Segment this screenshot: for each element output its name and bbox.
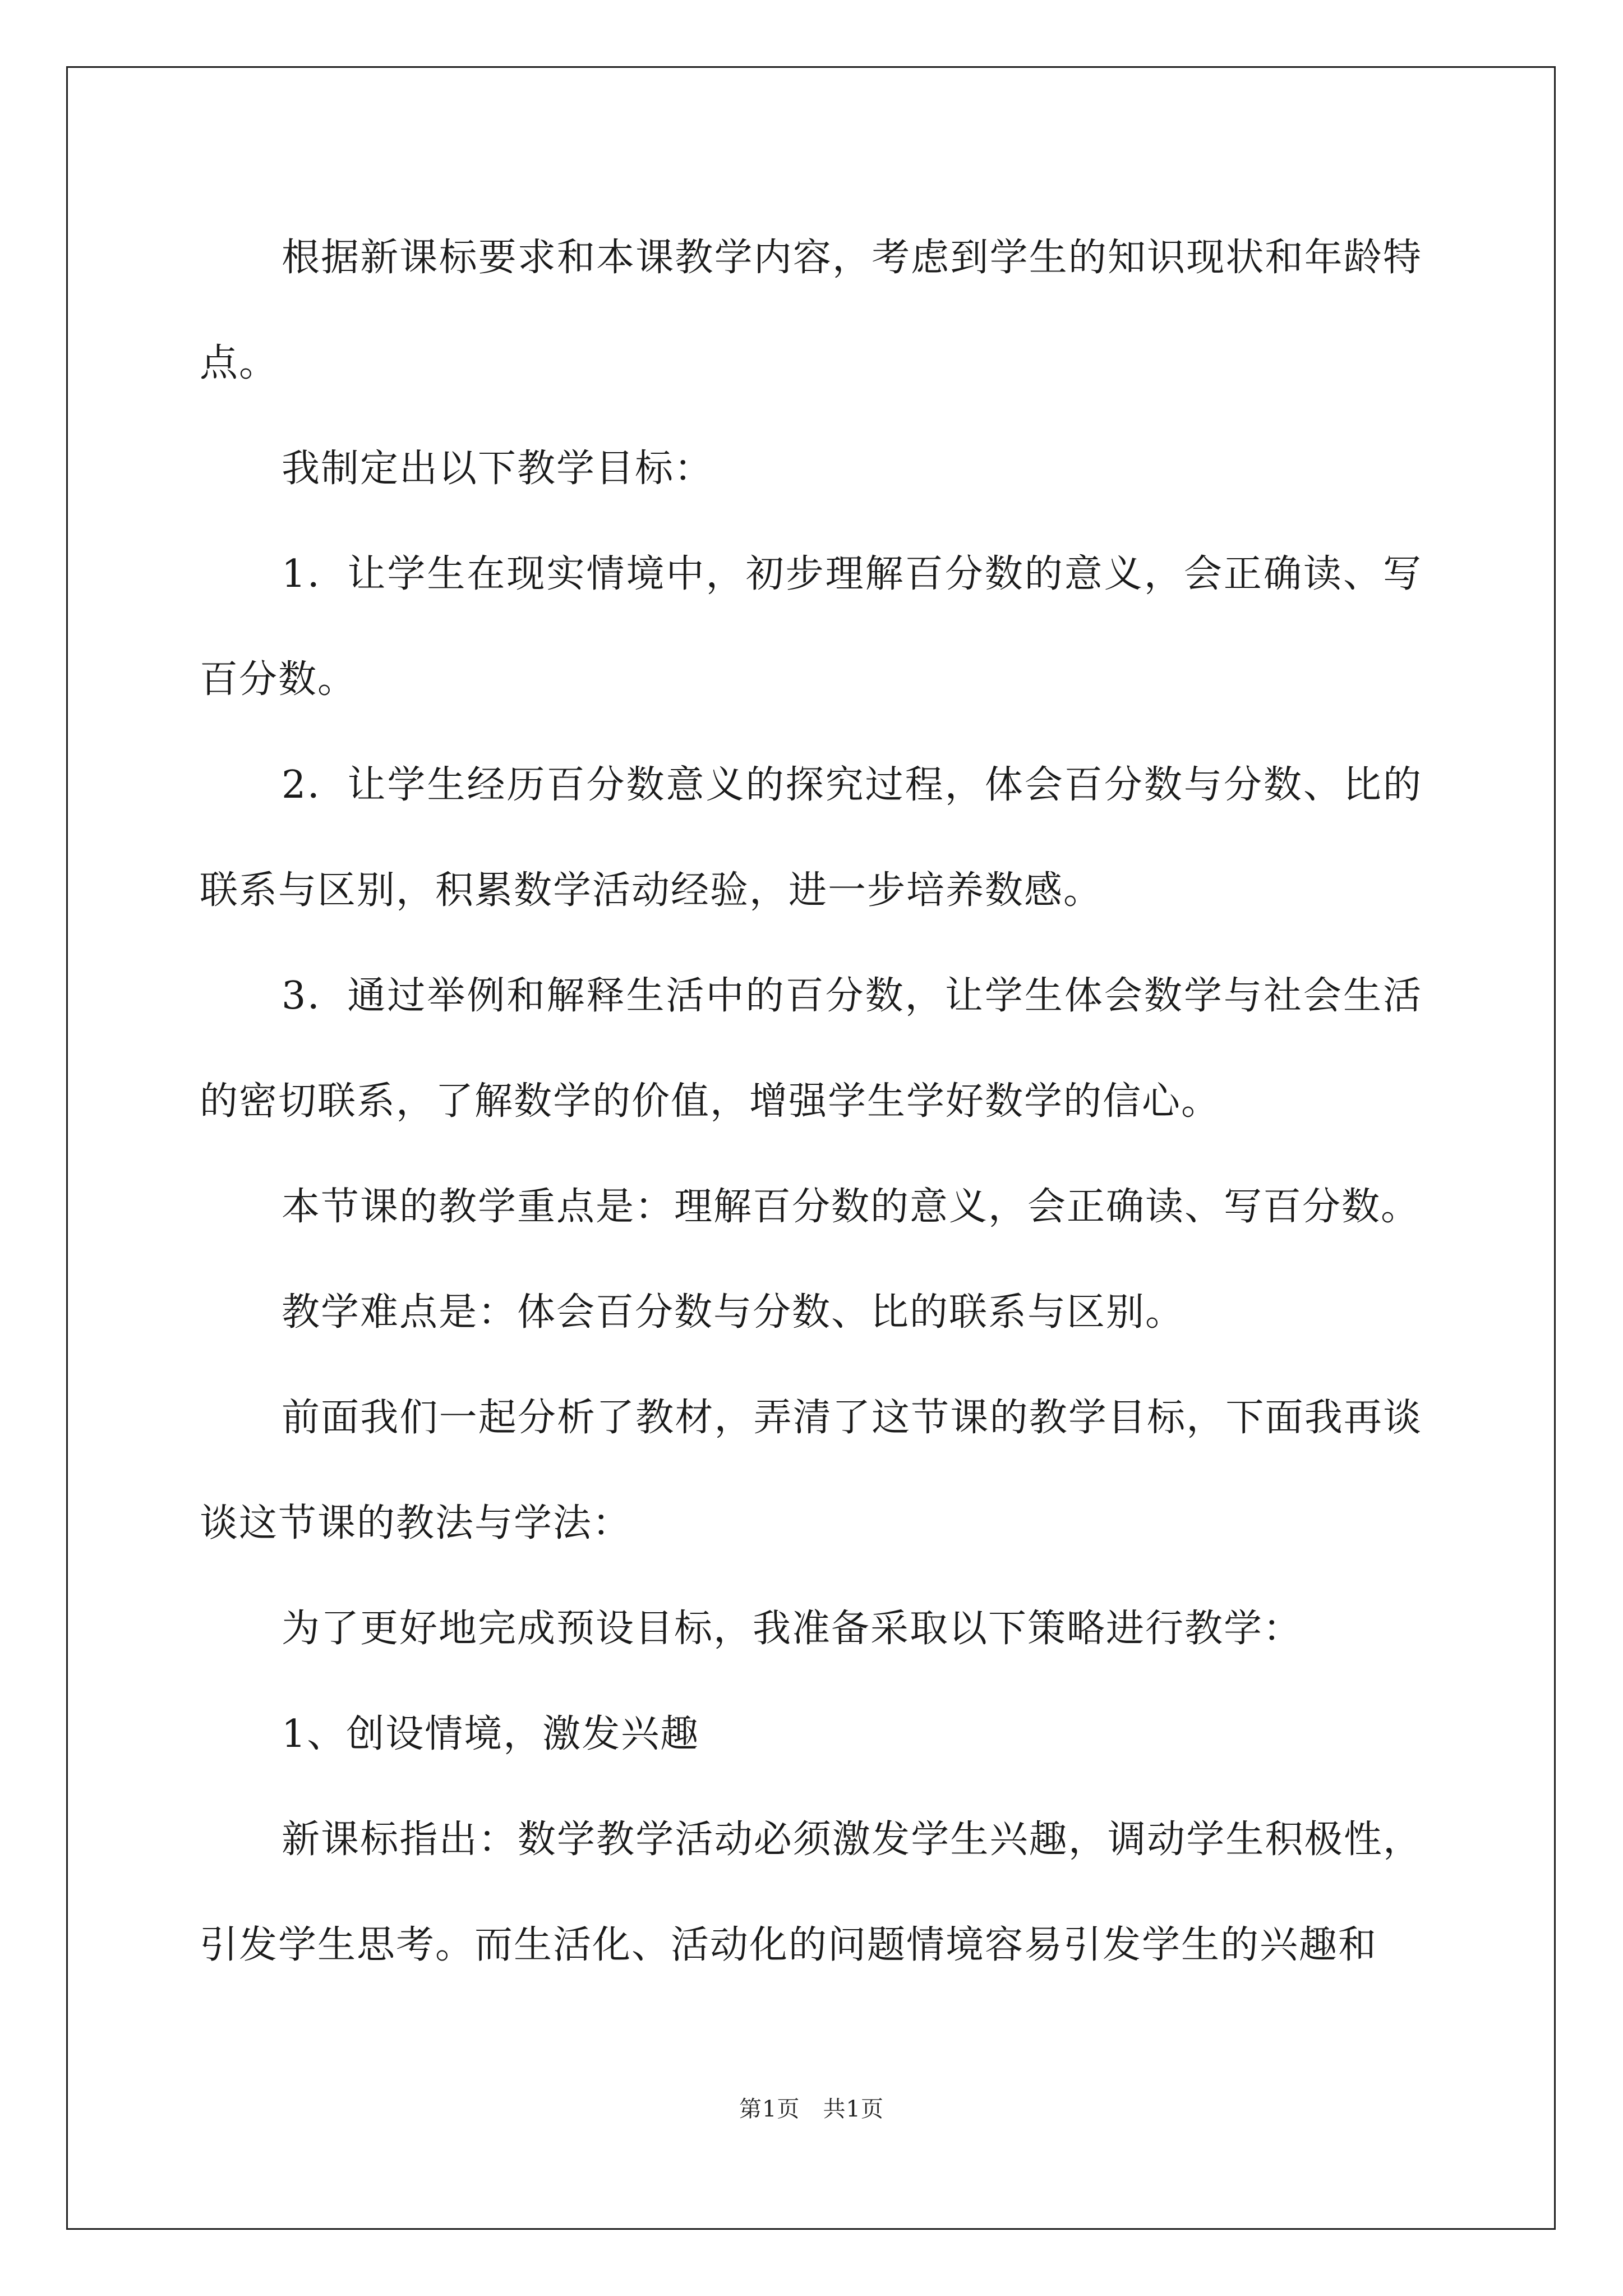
- paragraph: 1．让学生在现实情境中，初步理解百分数的意义，会正确读、写百分数。: [200, 552, 1422, 702]
- paragraph: 3．通过举例和解释生活中的百分数，让学生体会数学与社会生活的密切联系，了解数学的价值，增强学生学好数学的信心。: [200, 974, 1422, 1124]
- paragraph: 本节课的教学重点是：理解百分数的意义，会正确读、写百分数。: [282, 1185, 1421, 1229]
- page-number-footer: 第1页 共1页: [739, 2096, 884, 2122]
- paragraph: 教学难点是：体会百分数与分数、比的联系与区别。: [282, 1290, 1185, 1335]
- paragraph: 1、创设情境，激发兴趣: [282, 1712, 700, 1756]
- document-body: [200, 205, 1422, 1998]
- paragraph: 我制定出以下教学目标：: [282, 447, 714, 491]
- paragraph: 前面我们一起分析了教材，弄清了这节课的教学目标，下面我再谈谈这节课的教法与学法：: [200, 1396, 1422, 1545]
- paragraph: 根据新课标要求和本课教学内容，考虑到学生的知识现状和年龄特点。: [200, 236, 1422, 385]
- paragraph: 新课标指出：数学教学活动必须激发学生兴趣，调动学生积极性，引发学生思考。而生活化、活动化的问题情境容易引发学生的兴趣和: [200, 1818, 1422, 1967]
- paragraph: 2．让学生经历百分数意义的探究过程，体会百分数与分数、比的联系与区别，积累数学活动经验，进一步培养数感。: [200, 763, 1422, 913]
- paragraph: 为了更好地完成预设目标，我准备采取以下策略进行教学：: [282, 1607, 1303, 1651]
